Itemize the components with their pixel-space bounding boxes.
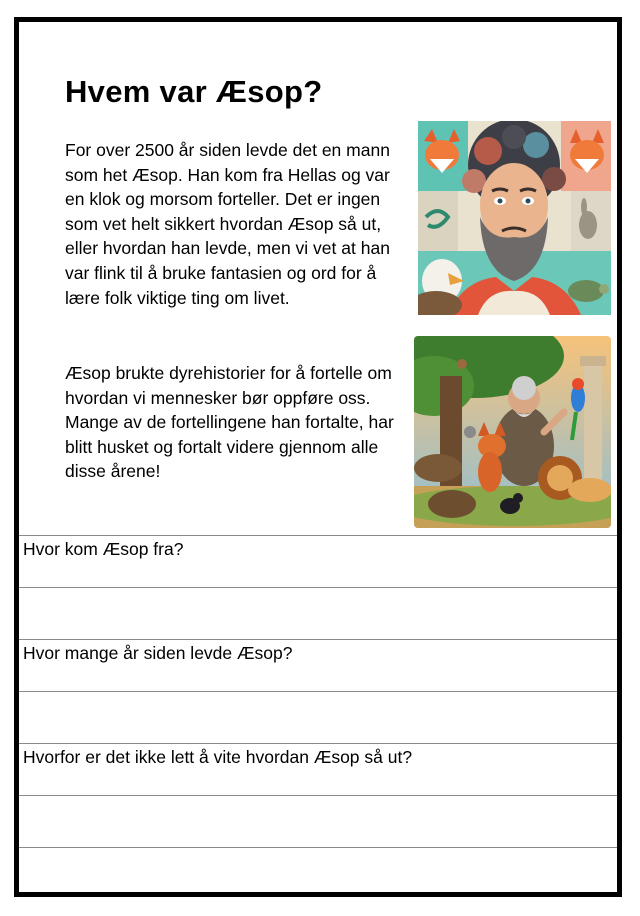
- answer-line: [19, 587, 617, 639]
- question-row: [19, 535, 617, 587]
- question-text: Hvor mange år siden levde Æsop?: [23, 643, 293, 663]
- worksheet-frame: [14, 17, 622, 897]
- fables-paragraph: Æsop brukte dyrehistorier for å fortelle om hvordan vi mennesker bør oppføre oss. Mange av de fortellingene han fortalte, har blitt husket og fortalt videre gjennom alle disse årene!: [65, 363, 394, 482]
- page-title: Hvem var Æsop?: [65, 74, 323, 109]
- aesop-animals-image: [414, 336, 611, 528]
- question-text: Hvor kom Æsop fra?: [23, 539, 184, 559]
- aesop-animals-illustration: [414, 336, 611, 528]
- question-row: [19, 743, 617, 795]
- intro-paragraph: For over 2500 år siden levde det en mann som het Æsop. Han kom fra Hellas og var en klok og morsom forteller. Det er ingen som vet helt sikkert hvordan Æsop så ut, eller hvordan han levde, men vi vet at han var flink til å bruke fantasien og ord for å lære folk viktige ting om livet.: [65, 140, 390, 308]
- answer-line: [19, 847, 617, 899]
- answer-line: [19, 691, 617, 743]
- answer-line: [19, 795, 617, 847]
- question-row: [19, 639, 617, 691]
- aesop-portrait-image: [418, 121, 611, 315]
- aesop-portrait-illustration: [418, 121, 611, 315]
- question-text: Hvorfor er det ikke lett å vite hvordan Æsop så ut?: [23, 747, 413, 767]
- answer-lines: [19, 535, 617, 899]
